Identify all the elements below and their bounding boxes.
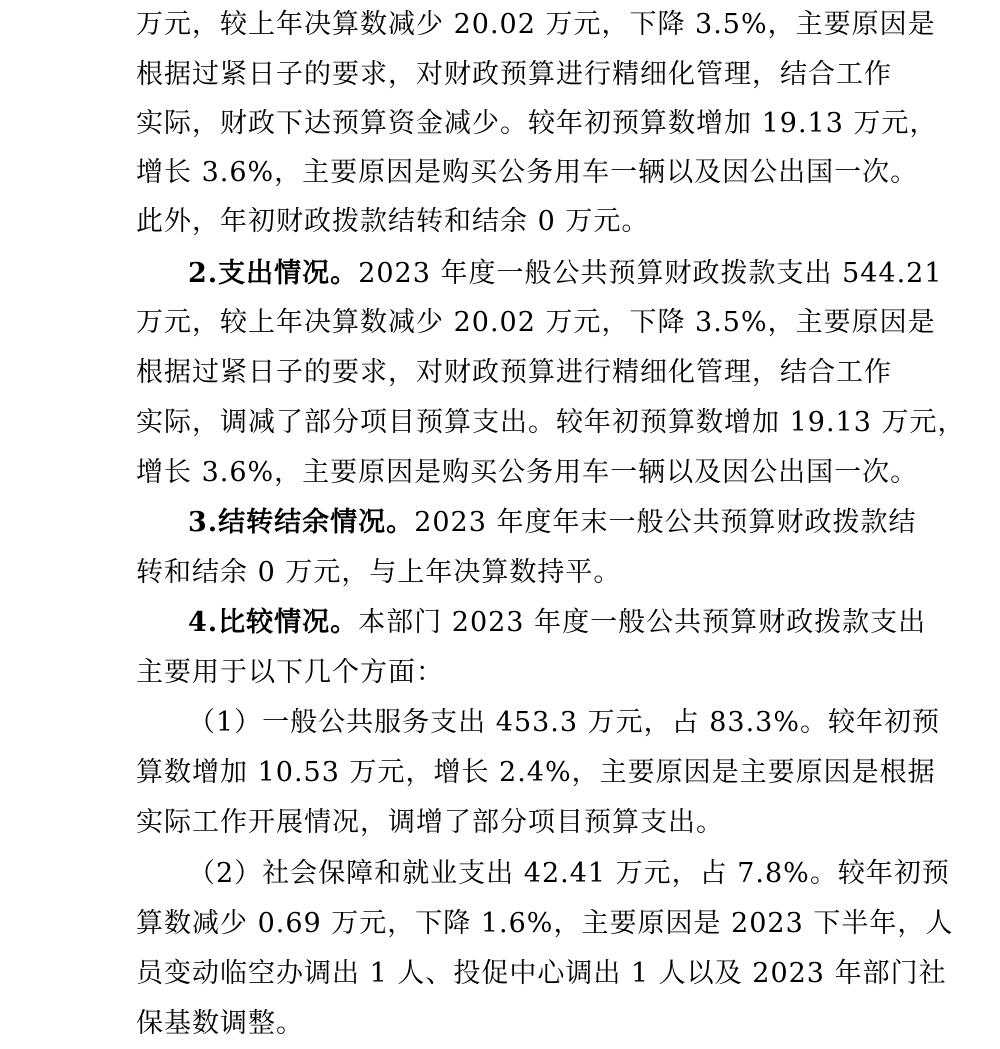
section-heading: 4.比较情况。 [188,607,359,638]
text-line: 员变动临空办调出 1 人、投促中心调出 1 人以及 2023 年部门社 [136,958,947,989]
text-line: 增长 3.6%，主要原因是购买公务用车一辆以及因公出国一次。 [136,157,919,188]
text-line: 算数减少 0.69 万元，下降 1.6%，主要原因是 2023 下半年，人 [136,908,954,939]
list-item-first-line: （1）一般公共服务支出 453.3 万元，占 83.3%。较年初预 [188,707,940,738]
paragraph-first-line [188,249,943,299]
text-line: 根据过紧日子的要求，对财政预算进行精细化管理，结合工作 [136,357,892,388]
text-line: 此外，年初财政拨款结转和结余 0 万元。 [136,206,650,237]
text-line: 转和结余 0 万元，与上年决算数持平。 [136,557,622,588]
text-run: 本部门 2023 年度一般公共预算财政拨款支出 [358,607,927,638]
paragraph-first-line [188,498,917,548]
text-line: 增长 3.6%，主要原因是购买公务用车一辆以及因公出国一次。 [136,457,919,488]
text-line: 万元，较上年决算数减少 20.02 万元，下降 3.5%，主要原因是 [136,9,936,40]
text-line: 实际工作开展情况，调增了部分项目预算支出。 [136,807,724,838]
text-line: 根据过紧日子的要求，对财政预算进行精细化管理，结合工作 [136,59,892,90]
paragraph-first-line [188,598,927,648]
text-line: 算数增加 10.53 万元，增长 2.4%，主要原因是主要原因是根据 [136,757,936,788]
text-line: 实际，财政下达预算资金减少。较年初预算数增加 19.13 万元， [136,108,938,139]
section-heading: 3.结转结余情况。 [188,507,415,538]
text-run: 2023 年度一般公共预算财政拨款支出 544.21 [358,258,943,289]
text-line: 万元，较上年决算数减少 20.02 万元，下降 3.5%，主要原因是 [136,307,936,338]
list-item-first-line: （2）社会保障和就业支出 42.41 万元，占 7.8%。较年初预 [188,858,950,889]
section-heading: 2.支出情况。 [188,258,359,289]
text-line: 实际，调减了部分项目预算支出。较年初预算数增加 19.13 万元， [136,407,966,438]
text-run: 2023 年度年末一般公共预算财政拨款结 [414,507,917,538]
text-line: 保基数调整。 [136,1008,304,1039]
text-line: 主要用于以下几个方面： [136,657,444,688]
